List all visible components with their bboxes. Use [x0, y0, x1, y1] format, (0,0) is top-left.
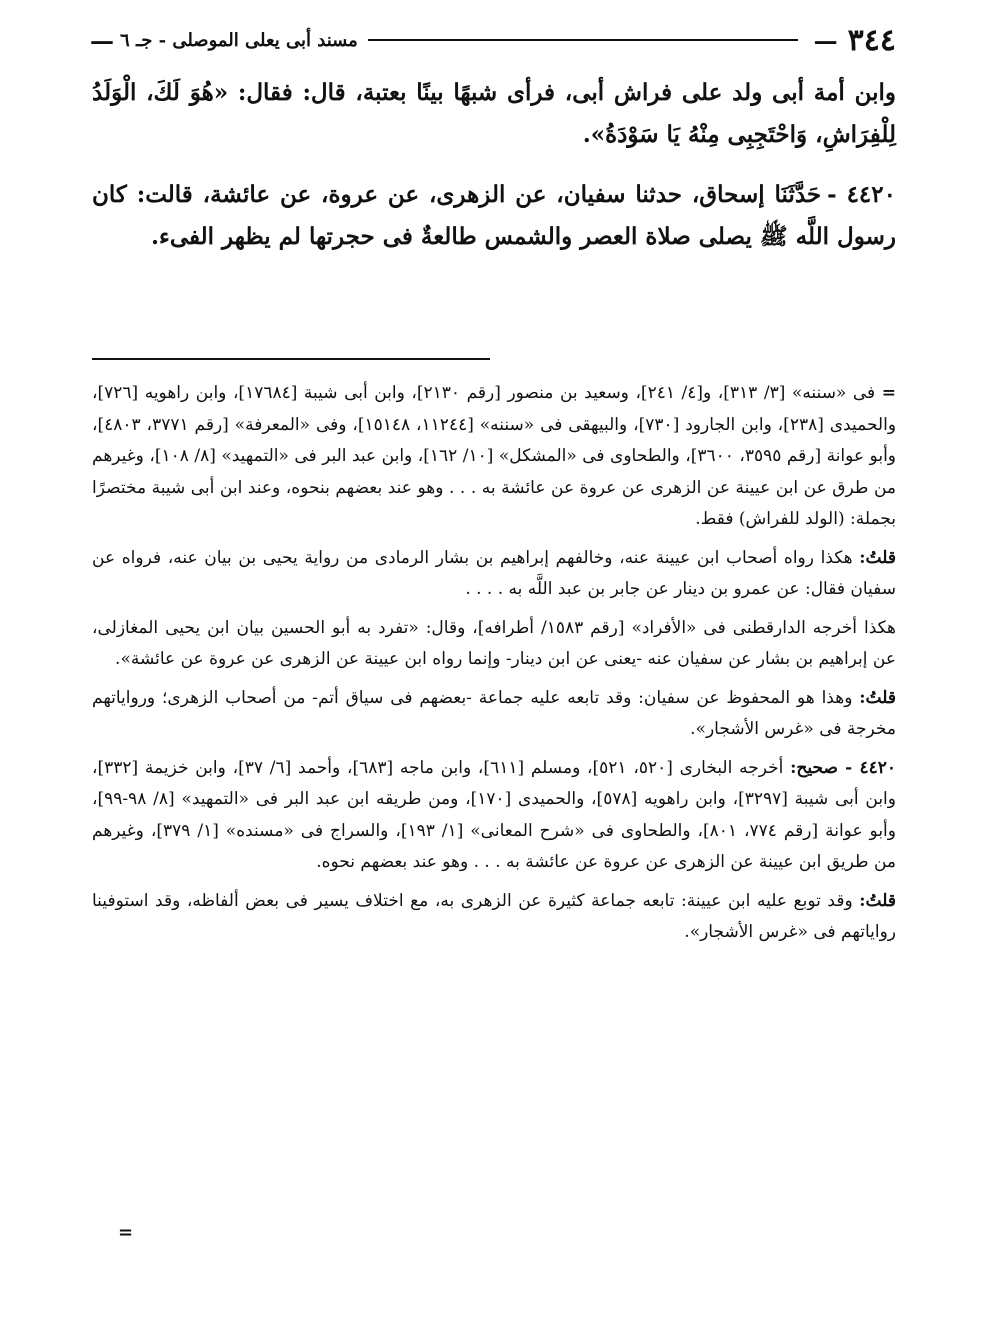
- footnote-qult-3: [92, 886, 896, 949]
- footnote-takhrij-continued: [92, 378, 896, 536]
- header-dash: —: [813, 25, 838, 55]
- running-title: مسند أبى يعلى الموصلى - جـ ٦: [120, 29, 358, 51]
- footnote-qult-1: [92, 543, 896, 606]
- footnote-daraqutni: هكذا أخرجه الدارقطنى فى «الأفراد» [رقم ١٥٨٣/ أطرافه]، وقال: «تفرد به أبو الحسين بيان ابن يحيى المغازلى، عن إبراهيم بن بشار عن سفيان عنه -يعنى عن ابن دينار- وإنما رواه ابن عيينة عن الزهرى عن عروة عن عائشة».: [92, 617, 896, 669]
- page-header: [90, 20, 896, 60]
- footnote-separator: [92, 358, 490, 360]
- equals-mark: =: [881, 383, 896, 403]
- qult-label: قلتُ:: [859, 547, 897, 568]
- continuation-mark: =: [118, 1222, 134, 1243]
- qult-label: قلتُ:: [859, 890, 896, 911]
- footnote-text: وقد توبع عليه ابن عيينة: تابعه جماعة كثيرة عن الزهرى به، مع اختلاف يسير فى بعض ألفاظه، وقد استوفينا رواياتهم فى «غرس الأشجار».: [92, 890, 896, 942]
- footnote-text: هكذا رواه أصحاب ابن عيينة عنه، وخالفهم إبراهيم بن بشار الرمادى من رواية يحيى بن بيان عنه، فرواه عن سفيان فقال: عن عمرو بن دينار عن جابر بن عبد اللَّه به . . . .: [92, 547, 896, 599]
- hadith-4420: [92, 174, 896, 258]
- footnote-text: فى «سننه» [٣/ ٣١٣]، و[٤/ ٢٤١]، وسعيد بن منصور [رقم ٢١٣٠]، وابن أبى شيبة [١٧٦٨٤]، وابن راهويه [٧٢٦]، والحميدى [٢٣٨]، وابن الجارود [٧٣٠]، والبيهقى فى «سننه» [١١٢٤٤، ١٥١٤٨]، وفى «المعرفة» [رقم ٣٧٧١، ٤٨٠٣]، وأبو عوانة [رقم ٣٥٩٥، ٣٦٠٠]، والطحاوى فى «المشكل» [١٠/ ١٦٢]، وابن عبد البر فى «التمهيد» [٨/ ١٠٨]، وغيرهم من طرق عن ابن عيينة عن الزهرى عن عروة عن عائشة به . . . وهو عند بعضهم بنحوه، وعند ابن أبى شيبة مختصرًا بجملة: (الولد للفراش) فقط.: [92, 383, 897, 529]
- header-rule: [368, 39, 798, 41]
- main-text: [92, 72, 896, 258]
- footnote-hadith-label: ٤٤٢٠ - صحيح:: [790, 757, 897, 778]
- footnote-text: وهذا هو المحفوظ عن سفيان: وقد تابعه عليه جماعة -بعضهم فى سياق أتم- من أصحاب الزهرى؛ ورواياتهم مخرجة فى «غرس الأشجار».: [92, 687, 896, 739]
- footnote-4420: [92, 753, 896, 879]
- hadith-number: ٤٤٢٠ -: [827, 181, 896, 208]
- hadith-text: حَدَّثَنَا إسحاق، حدثنا سفيان، عن الزهرى، عن عروة، عن عائشة، قالت: كان رسول اللَّه ﷺ يصلى صلاة العصر والشمس طالعةٌ فى حجرتها لم يظهر الفىء.: [92, 181, 896, 250]
- qult-label: قلتُ:: [859, 687, 896, 708]
- header-trailing-dash: —: [90, 25, 114, 55]
- page-number: ٣٤٤: [847, 22, 896, 58]
- footnotes: [92, 378, 896, 949]
- footnote-qult-2: [92, 683, 896, 746]
- hadith-continuation: وابن أمة أبى ولد على فراش أبى، فرأى شبهًا بينًا بعتبة، قال: فقال: «هُوَ لَكَ، الْوَلَدُ لِلْفِرَاشِ، وَاحْتَجِبِى مِنْهُ يَا سَوْدَةُ».: [92, 79, 896, 148]
- footnote-text: أخرجه البخارى [٥٢٠، ٥٢١]، ومسلم [٦١١]، وابن ماجه [٦٨٣]، وأحمد [٦/ ٣٧]، وابن خزيمة [٣٣٢]، وابن أبى شيبة [٣٢٩٧]، وابن راهويه [٥٧٨]، والحميدى [١٧٠]، ومن طريقه ابن عبد البر فى «التمهيد» [٨/ ٩٨-٩٩]، وأبو عوانة [رقم ٧٧٤، ٨٠١]، والطحاوى فى «شرح المعانى» [١/ ١٩٣]، والسراج فى «مسنده» [١/ ٣٧٩]، وغيرهم من طريق ابن عيينة عن الزهرى عن عروة عن عائشة به . . . وهو عند بعضهم نحوه.: [92, 757, 896, 872]
